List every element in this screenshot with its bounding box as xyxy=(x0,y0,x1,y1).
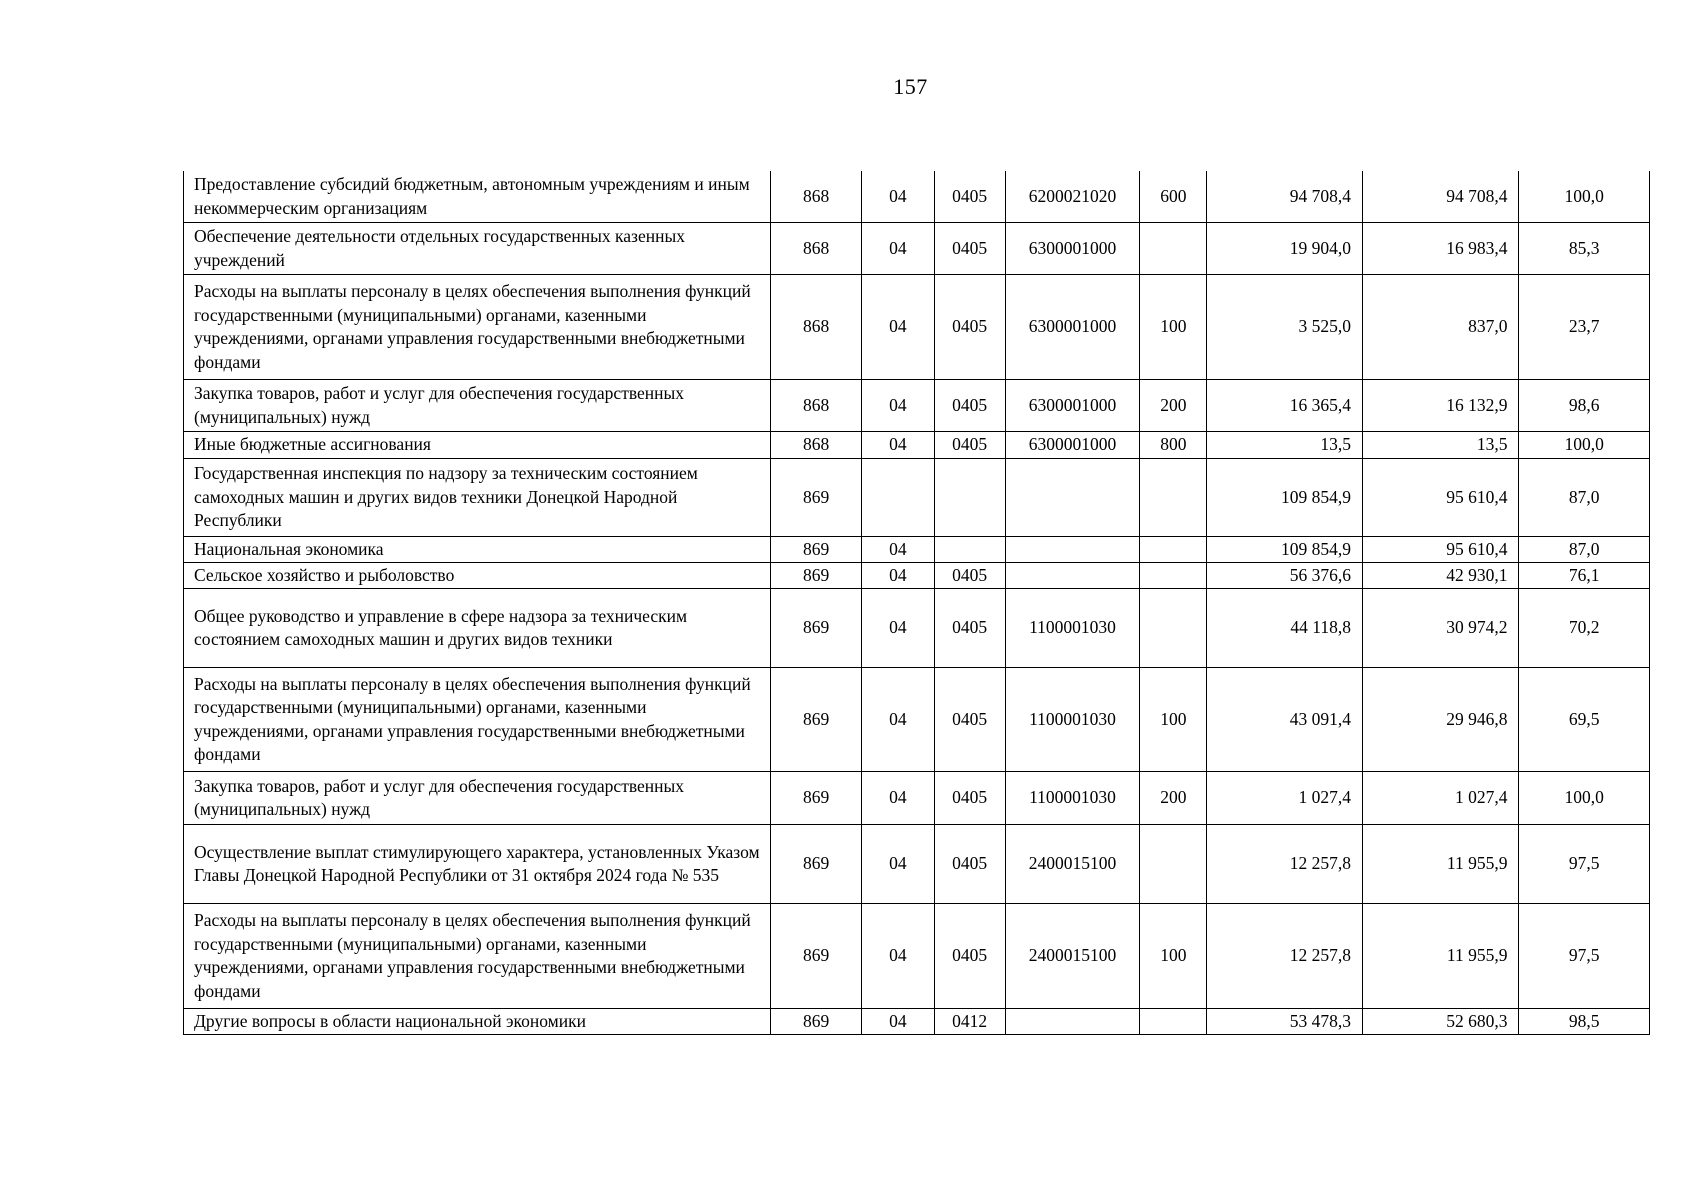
row-pct: 69,5 xyxy=(1519,667,1650,771)
page-number: 157 xyxy=(893,74,928,99)
row-pct: 87,0 xyxy=(1519,536,1650,562)
row-csr xyxy=(1005,562,1139,588)
row-ved: 868 xyxy=(771,171,862,222)
row-plan: 3 525,0 xyxy=(1207,274,1363,379)
row-name: Закупка товаров, работ и услуг для обеспечения государственных (муниципальных) нужд xyxy=(184,379,771,431)
row-fact: 837,0 xyxy=(1362,274,1519,379)
row-rz: 04 xyxy=(862,588,934,667)
row-vr xyxy=(1140,222,1207,274)
row-fact: 95 610,4 xyxy=(1362,536,1519,562)
row-name: Предоставление субсидий бюджетным, автономным учреждениям и иным некоммерческим организациям xyxy=(184,171,771,222)
row-ved: 868 xyxy=(771,379,862,431)
table-row xyxy=(184,1008,1650,1034)
budget-table xyxy=(183,171,1650,1035)
row-pr: 0405 xyxy=(934,222,1005,274)
row-plan: 13,5 xyxy=(1207,431,1363,458)
row-name: Иные бюджетные ассигнования xyxy=(184,431,771,458)
row-plan: 19 904,0 xyxy=(1207,222,1363,274)
table-row xyxy=(184,536,1650,562)
row-name: Расходы на выплаты персоналу в целях обеспечения выполнения функций государственными (муниципальными) органами, казенными учреждениями, органами управления государственными внебюджетными фондами xyxy=(184,903,771,1008)
row-fact: 13,5 xyxy=(1362,431,1519,458)
row-rz: 04 xyxy=(862,431,934,458)
row-vr xyxy=(1140,824,1207,903)
row-pr: 0405 xyxy=(934,171,1005,222)
row-csr: 6300001000 xyxy=(1005,222,1139,274)
row-name: Общее руководство и управление в сфере надзора за техническим состоянием самоходных машин и других видов техники xyxy=(184,588,771,667)
row-plan: 43 091,4 xyxy=(1207,667,1363,771)
table-row xyxy=(184,171,1650,222)
table-row xyxy=(184,771,1650,824)
row-plan: 12 257,8 xyxy=(1207,824,1363,903)
row-csr: 6300001000 xyxy=(1005,379,1139,431)
row-pr: 0412 xyxy=(934,1008,1005,1034)
table-row xyxy=(184,458,1650,536)
row-ved: 869 xyxy=(771,562,862,588)
row-pr: 0405 xyxy=(934,588,1005,667)
row-pct: 100,0 xyxy=(1519,431,1650,458)
row-csr: 1100001030 xyxy=(1005,667,1139,771)
row-csr: 2400015100 xyxy=(1005,903,1139,1008)
row-ved: 868 xyxy=(771,274,862,379)
row-plan: 94 708,4 xyxy=(1207,171,1363,222)
row-ved: 868 xyxy=(771,431,862,458)
row-name: Закупка товаров, работ и услуг для обеспечения государственных (муниципальных) нужд xyxy=(184,771,771,824)
table-body xyxy=(184,171,1650,1034)
row-fact: 94 708,4 xyxy=(1362,171,1519,222)
row-csr: 1100001030 xyxy=(1005,771,1139,824)
row-ved: 869 xyxy=(771,903,862,1008)
row-vr xyxy=(1140,536,1207,562)
row-pr xyxy=(934,536,1005,562)
row-ved: 869 xyxy=(771,1008,862,1034)
row-pct: 76,1 xyxy=(1519,562,1650,588)
row-name: Государственная инспекция по надзору за техническим состоянием самоходных машин и других видов техники Донецкой Народной Республики xyxy=(184,458,771,536)
row-rz: 04 xyxy=(862,274,934,379)
row-rz: 04 xyxy=(862,536,934,562)
row-rz: 04 xyxy=(862,903,934,1008)
row-name: Осуществление выплат стимулирующего характера, установленных Указом Главы Донецкой Народной Республики от 31 октября 2024 года № 535 xyxy=(184,824,771,903)
row-csr: 6300001000 xyxy=(1005,274,1139,379)
row-pct: 98,5 xyxy=(1519,1008,1650,1034)
row-csr xyxy=(1005,458,1139,536)
row-csr: 1100001030 xyxy=(1005,588,1139,667)
row-plan: 44 118,8 xyxy=(1207,588,1363,667)
row-rz: 04 xyxy=(862,667,934,771)
row-ved: 869 xyxy=(771,771,862,824)
row-name: Национальная экономика xyxy=(184,536,771,562)
row-fact: 29 946,8 xyxy=(1362,667,1519,771)
table-row xyxy=(184,379,1650,431)
row-vr: 100 xyxy=(1140,667,1207,771)
row-pct: 23,7 xyxy=(1519,274,1650,379)
row-fact: 16 983,4 xyxy=(1362,222,1519,274)
row-rz: 04 xyxy=(862,222,934,274)
table-row xyxy=(184,588,1650,667)
row-ved: 869 xyxy=(771,588,862,667)
row-pr: 0405 xyxy=(934,903,1005,1008)
row-pct: 100,0 xyxy=(1519,771,1650,824)
row-pct: 97,5 xyxy=(1519,903,1650,1008)
row-pr: 0405 xyxy=(934,824,1005,903)
row-fact: 1 027,4 xyxy=(1362,771,1519,824)
row-vr xyxy=(1140,1008,1207,1034)
row-fact: 11 955,9 xyxy=(1362,824,1519,903)
row-csr: 6200021020 xyxy=(1005,171,1139,222)
row-pr: 0405 xyxy=(934,431,1005,458)
row-ved: 869 xyxy=(771,824,862,903)
table-row xyxy=(184,824,1650,903)
row-csr: 6300001000 xyxy=(1005,431,1139,458)
row-ved: 869 xyxy=(771,667,862,771)
row-pct: 85,3 xyxy=(1519,222,1650,274)
row-fact: 42 930,1 xyxy=(1362,562,1519,588)
table-row xyxy=(184,431,1650,458)
row-csr xyxy=(1005,1008,1139,1034)
row-pr xyxy=(934,458,1005,536)
table-row xyxy=(184,667,1650,771)
row-pr: 0405 xyxy=(934,274,1005,379)
row-vr xyxy=(1140,458,1207,536)
row-plan: 109 854,9 xyxy=(1207,458,1363,536)
row-csr: 2400015100 xyxy=(1005,824,1139,903)
row-pct: 87,0 xyxy=(1519,458,1650,536)
row-plan: 1 027,4 xyxy=(1207,771,1363,824)
row-name: Обеспечение деятельности отдельных государственных казенных учреждений xyxy=(184,222,771,274)
row-pr: 0405 xyxy=(934,667,1005,771)
row-pr: 0405 xyxy=(934,562,1005,588)
table-row xyxy=(184,274,1650,379)
row-fact: 11 955,9 xyxy=(1362,903,1519,1008)
row-fact: 30 974,2 xyxy=(1362,588,1519,667)
row-vr xyxy=(1140,588,1207,667)
row-plan: 53 478,3 xyxy=(1207,1008,1363,1034)
row-rz: 04 xyxy=(862,171,934,222)
row-plan: 56 376,6 xyxy=(1207,562,1363,588)
row-vr: 200 xyxy=(1140,379,1207,431)
row-vr: 100 xyxy=(1140,903,1207,1008)
row-plan: 16 365,4 xyxy=(1207,379,1363,431)
row-rz: 04 xyxy=(862,824,934,903)
table-row xyxy=(184,222,1650,274)
row-plan: 109 854,9 xyxy=(1207,536,1363,562)
row-ved: 869 xyxy=(771,536,862,562)
row-name: Сельское хозяйство и рыболовство xyxy=(184,562,771,588)
row-fact: 52 680,3 xyxy=(1362,1008,1519,1034)
row-name: Расходы на выплаты персоналу в целях обеспечения выполнения функций государственными (муниципальными) органами, казенными учреждениями, органами управления государственными внебюджетными фондами xyxy=(184,274,771,379)
row-ved: 868 xyxy=(771,222,862,274)
row-csr xyxy=(1005,536,1139,562)
row-pct: 100,0 xyxy=(1519,171,1650,222)
row-plan: 12 257,8 xyxy=(1207,903,1363,1008)
row-vr xyxy=(1140,562,1207,588)
row-name: Расходы на выплаты персоналу в целях обеспечения выполнения функций государственными (муниципальными) органами, казенными учреждениями, органами управления государственными внебюджетными фондами xyxy=(184,667,771,771)
table-row xyxy=(184,562,1650,588)
row-rz: 04 xyxy=(862,562,934,588)
row-vr: 800 xyxy=(1140,431,1207,458)
table-row xyxy=(184,903,1650,1008)
row-rz: 04 xyxy=(862,1008,934,1034)
row-fact: 16 132,9 xyxy=(1362,379,1519,431)
row-vr: 200 xyxy=(1140,771,1207,824)
row-ved: 869 xyxy=(771,458,862,536)
row-rz: 04 xyxy=(862,379,934,431)
row-fact: 95 610,4 xyxy=(1362,458,1519,536)
row-pr: 0405 xyxy=(934,379,1005,431)
row-pct: 98,6 xyxy=(1519,379,1650,431)
row-name: Другие вопросы в области национальной экономики xyxy=(184,1008,771,1034)
row-vr: 100 xyxy=(1140,274,1207,379)
row-vr: 600 xyxy=(1140,171,1207,222)
row-pct: 97,5 xyxy=(1519,824,1650,903)
row-pr: 0405 xyxy=(934,771,1005,824)
row-pct: 70,2 xyxy=(1519,588,1650,667)
row-rz xyxy=(862,458,934,536)
row-rz: 04 xyxy=(862,771,934,824)
